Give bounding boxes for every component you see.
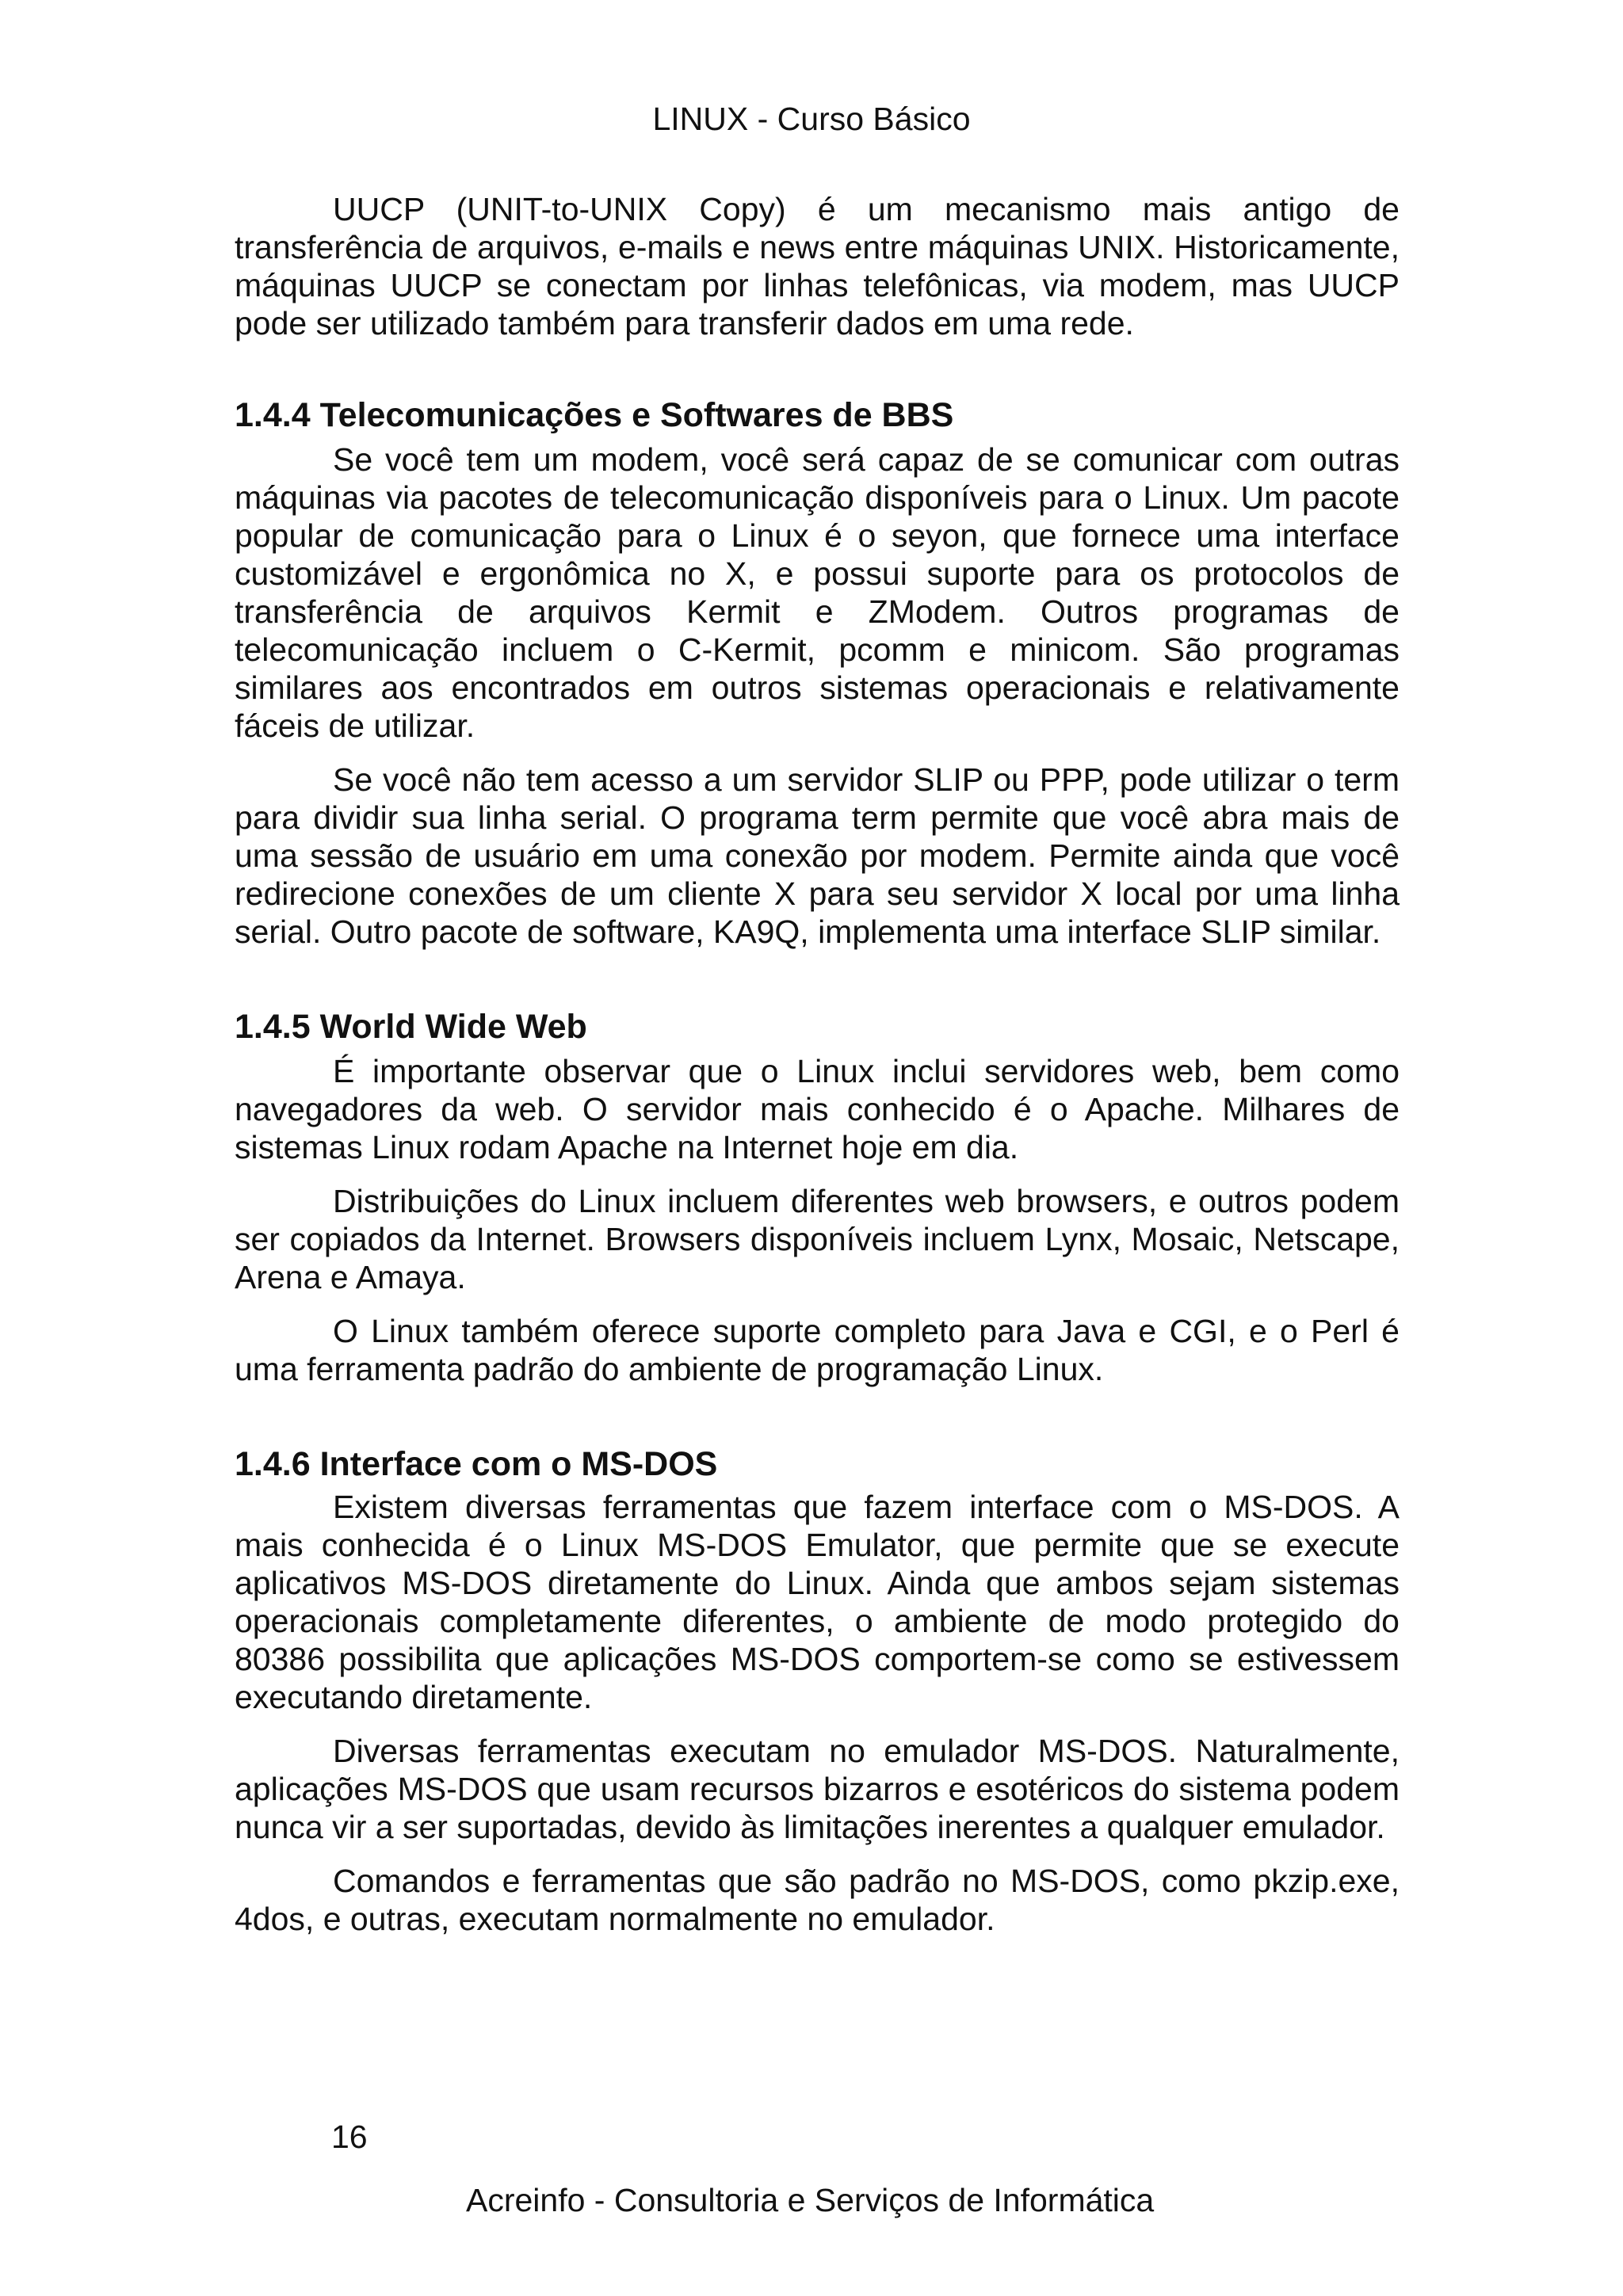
page-header: LINUX - Curso Básico: [652, 101, 971, 137]
paragraph-uucp: UUCP (UNIT-to-UNIX Copy) é um mecanismo mais antigo de transferência de arquivos, e-mails e news entre máquinas UNIX. Historicamente, máquinas UUCP se conectam por linhas telefônicas, via modem, mas UUCP pode ser utilizado também para transferir dados em uma rede.: [235, 191, 1400, 341]
paragraph-www-servers: É importante observar que o Linux inclui servidores web, bem como navegadores da web. O servidor mais conhecido é o Apache. Milhares de sistemas Linux rodam Apache na Internet hoje em dia.: [235, 1053, 1400, 1165]
paragraph-telecom-term: Se você não tem acesso a um servidor SLIP ou PPP, pode utilizar o term para dividir sua linha serial. O programa term permite que você abra mais de uma sessão de usuário em uma conexão por modem. Permite ainda que você redirecione conexões de um cliente X para seu servidor X local por uma linha serial. Outro pacote de software, KA9Q, implementa uma interface SLIP similar.: [235, 761, 1400, 950]
paragraph-www-browsers: Distribuições do Linux incluem diferentes web browsers, e outros podem ser copiados da Internet. Browsers disponíveis incluem Lynx, Mosaic, Netscape, Arena e Amaya.: [235, 1183, 1400, 1295]
page-footer: Acreinfo - Consultoria e Serviços de Informática: [466, 2182, 1155, 2218]
section-title-telecom: 1.4.4 Telecomunicações e Softwares de BBS: [235, 396, 954, 434]
paragraph-www-java: O Linux também oferece suporte completo para Java e CGI, e o Perl é uma ferramenta padrão do ambiente de programação Linux.: [235, 1313, 1400, 1387]
page-content: [235, 190, 1400, 1954]
section-title-www: 1.4.5 World Wide Web: [235, 1008, 587, 1046]
section-title-msdos: 1.4.6 Interface com o MS-DOS: [235, 1445, 718, 1483]
paragraph-msdos-emulator: Existem diversas ferramentas que fazem interface com o MS-DOS. A mais conhecida é o Linux MS-DOS Emulator, que permite que se execute aplicativos MS-DOS diretamente do Linux. Ainda que ambos sejam sistemas operacionais completamente diferentes, o ambiente de modo protegido do 80386 possibilita que aplicações MS-DOS comportem-se como se estivessem executando diretamente.: [235, 1489, 1400, 1715]
page-number: 16: [331, 2119, 368, 2155]
paragraph-msdos-commands: Comandos e ferramentas que são padrão no MS-DOS, como pkzip.exe, 4dos, e outras, executam normalmente no emulador.: [235, 1863, 1400, 1937]
paragraph-msdos-tools: Diversas ferramentas executam no emulador MS-DOS. Naturalmente, aplicações MS-DOS que usam recursos bizarros e esotéricos do sistema podem nunca vir a ser suportadas, devido às limitações inerentes a qualquer emulador.: [235, 1733, 1400, 1845]
paragraph-telecom-modem: Se você tem um modem, você será capaz de se comunicar com outras máquinas via pacotes de telecomunicação disponíveis para o Linux. Um pacote popular de comunicação para o Linux é o seyon, que fornece uma interface customizável e ergonômica no X, e possui suporte para os protocolos de transferência de arquivos Kermit e ZModem. Outros programas de telecomunicação incluem o C-Kermit, pcomm e minicom. São programas similares aos encontrados em outros sistemas operacionais e relativamente fáceis de utilizar.: [235, 441, 1400, 744]
